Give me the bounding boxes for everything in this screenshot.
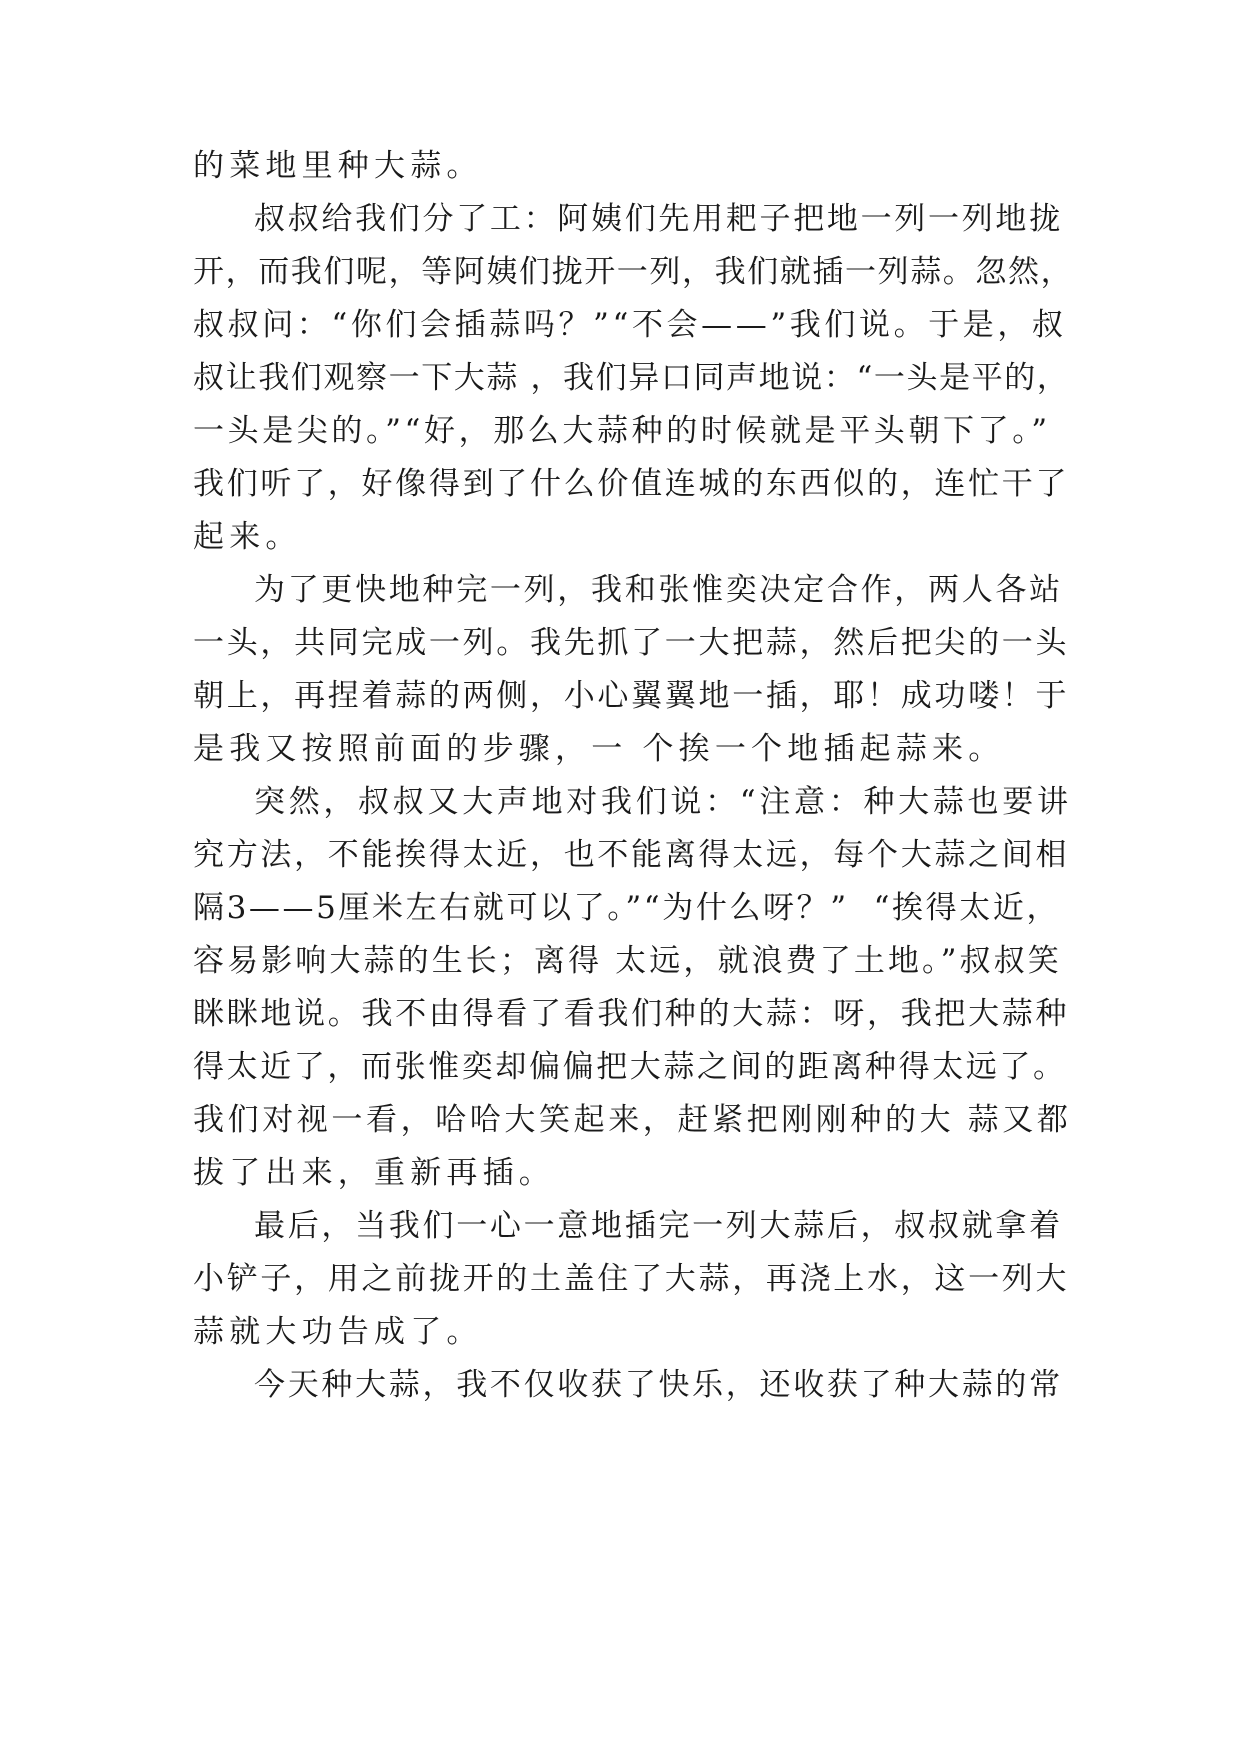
paragraph-line: 起来。 [193,519,302,555]
paragraph-line: 是我又按照前面的步骤，一 个挨一个地插起蒜来。 [193,731,1005,767]
paragraph-line: 叔让我们观察一下大蒜 ，我们异口同声地说：“一头是平的， [193,360,1070,396]
paragraph-line: 究方法，不能挨得太近，也不能离得太远，每个大蒜之间相 [193,837,1070,873]
paragraph-line: 一头，共同完成一列。我先抓了一大把蒜，然后把尖的一头 [193,625,1070,661]
paragraph-line: 容易影响大蒜的生长；离得 太远，就浪费了土地。”叔叔笑 [193,943,1062,979]
paragraph-line: 为了更快地种完一列，我和张惟奕决定合作，两人各站 [254,572,1063,608]
paragraph-line: 小铲子，用之前拢开的土盖住了大蒜，再浇上水，这一列大 [193,1261,1070,1297]
paragraph-line: 拔了出来，重新再插。 [193,1155,555,1191]
paragraph-line: 叔叔给我们分了工：阿姨们先用耙子把地一列一列地拢 [254,201,1063,237]
paragraph-line: 得太近了，而张惟奕却偏偏把大蒜之间的距离种得太远了。 [193,1049,1067,1085]
paragraph-line: 突然，叔叔又大声地对我们说：“注意：种大蒜也要讲 [254,784,1072,820]
paragraph-line: 开，而我们呢，等阿姨们拢开一列，我们就插一列蒜。忽然， [193,254,1074,290]
paragraph-line: 蒜就大功告成了。 [193,1314,483,1350]
paragraph-line: 的菜地里种大蒜。 [193,148,483,184]
paragraph-line: 最后，当我们一心一意地插完一列大蒜后，叔叔就拿着 [254,1208,1063,1244]
paragraph-line: 今天种大蒜，我不仅收获了快乐，还收获了种大蒜的常 [254,1367,1063,1403]
paragraph-line: 一头是尖的。”“好，那么大蒜种的时候就是平头朝下了。” [193,413,1051,449]
paragraph-line: 我们对视一看，哈哈大笑起来，赶紧把刚刚种的大 蒜又都 [193,1102,1072,1138]
paragraph-line: 眯眯地说。我不由得看了看我们种的大蒜：呀，我把大蒜种 [193,996,1070,1032]
paragraph-line: 叔叔问：“你们会插蒜吗？”“不会——”我们说。于是，叔 [193,307,1067,343]
paragraph-line: 朝上，再捏着蒜的两侧，小心翼翼地一插，耶！成功喽！于 [193,678,1070,714]
paragraph-line: 隔3——5厘米左右就可以了。”“为什么呀？” “挨得太近， [193,890,1061,926]
paragraph-line: 我们听了，好像得到了什么价值连城的东西似的，连忙干了 [193,466,1070,502]
